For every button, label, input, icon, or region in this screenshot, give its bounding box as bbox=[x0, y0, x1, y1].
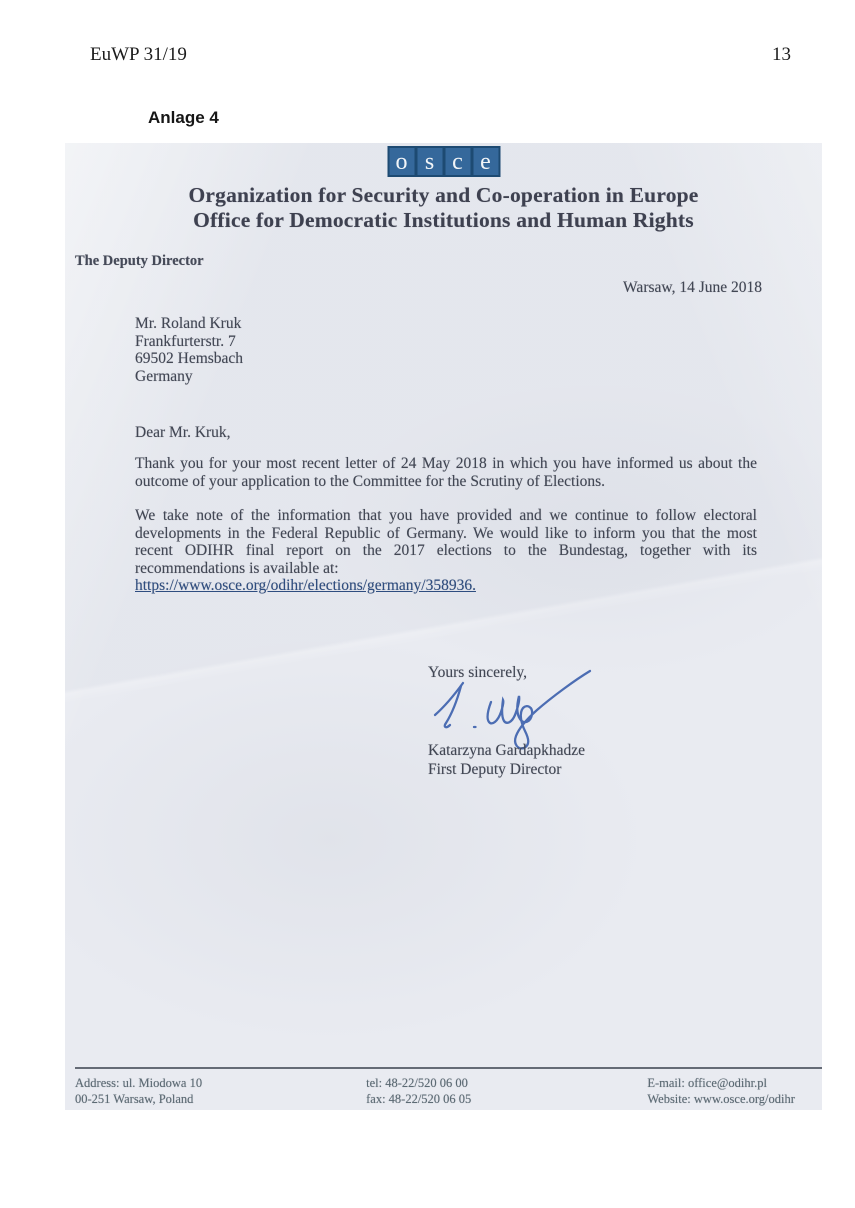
organization-title-line1: Organization for Security and Co-operation in Europe bbox=[188, 183, 699, 207]
footer-address-line1: Address: ul. Miodowa 10 bbox=[75, 1076, 203, 1090]
handwritten-signature bbox=[417, 669, 597, 751]
organization-title bbox=[65, 183, 822, 233]
sender-title: The Deputy Director bbox=[75, 253, 204, 269]
letterhead-footer bbox=[75, 1075, 822, 1107]
footer-tel: tel: 48-22/520 06 00 bbox=[366, 1076, 468, 1090]
organization-title-line2: Office for Democratic Institutions and Human Rights bbox=[193, 208, 694, 232]
footer-address bbox=[75, 1075, 366, 1107]
footer-address-line2: 00-251 Warsaw, Poland bbox=[75, 1092, 194, 1106]
footer-website: Website: www.osce.org/odihr bbox=[647, 1092, 795, 1106]
osce-logo-letter: e bbox=[473, 148, 498, 175]
body-paragraph-1: Thank you for your most recent letter of 24 May 2018 in which you have informed us about the outcome of your application to the Committee for the Scrutiny of Elections. bbox=[135, 455, 757, 490]
recipient-city: 69502 Hemsbach bbox=[135, 350, 244, 367]
body-paragraph-2: We take note of the information that you have provided and we continue to follow electoral developments in the Federal Republic of Germany. We would like to inform you that the most recent ODIHR final report on the 2017 elections to the Bundestag, together with its recommendations is available at: bbox=[135, 507, 757, 577]
footer-phone bbox=[366, 1075, 647, 1107]
attachment-label: Anlage 4 bbox=[148, 108, 219, 127]
closing-phrase: Yours sincerely, bbox=[428, 664, 528, 681]
page-number: 13 bbox=[772, 44, 791, 65]
recipient-address bbox=[135, 315, 243, 385]
dateline: Warsaw, 14 June 2018 bbox=[623, 279, 762, 296]
salutation: Dear Mr. Kruk, bbox=[135, 424, 231, 441]
footer-fax: fax: 48-22/520 06 05 bbox=[366, 1092, 472, 1106]
footer-divider bbox=[75, 1067, 822, 1069]
signer-block bbox=[428, 741, 585, 779]
scanned-letter bbox=[65, 143, 822, 1110]
osce-logo-letter: c bbox=[445, 148, 470, 175]
footer-online bbox=[647, 1075, 822, 1107]
recipient-country: Germany bbox=[135, 367, 193, 385]
osce-logo bbox=[387, 146, 500, 177]
report-url-link: https://www.osce.org/odihr/elections/germany/358936. bbox=[135, 577, 476, 594]
footer-email: E-mail: office@odihr.pl bbox=[647, 1076, 767, 1090]
signer-title: First Deputy Director bbox=[428, 761, 562, 778]
osce-logo-letter: s bbox=[417, 148, 442, 175]
osce-logo-letter: o bbox=[389, 148, 414, 175]
recipient-street: Frankfurterstr. 7 bbox=[135, 332, 236, 350]
signer-name: Katarzyna Gardapkhadze bbox=[428, 742, 586, 759]
document-reference: EuWP 31/19 bbox=[90, 44, 187, 65]
recipient-name: Mr. Roland Kruk bbox=[135, 315, 242, 332]
